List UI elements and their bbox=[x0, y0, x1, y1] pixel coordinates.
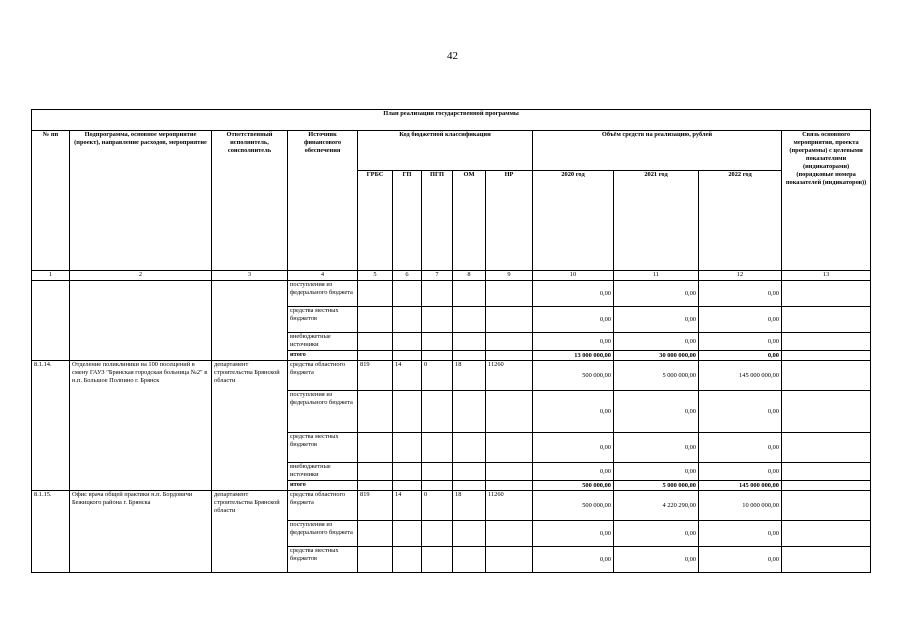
cell-pgp bbox=[422, 547, 453, 573]
cell-pgp bbox=[422, 481, 453, 491]
cell-np bbox=[486, 351, 533, 361]
column-number-cell: 5 bbox=[358, 271, 393, 281]
cell-y2022: 0,00 bbox=[699, 391, 782, 433]
cell-y2020: 500 000,00 bbox=[533, 491, 614, 521]
cell-link bbox=[782, 547, 871, 573]
cell-link bbox=[782, 521, 871, 547]
cell-y2021: 0,00 bbox=[614, 333, 699, 351]
cell-grbs bbox=[358, 351, 393, 361]
cell-name: Отделение поликлиники на 100 посещений в смену ГАУЗ "Брянская городская больница №2" в н.п. Большое Полпино г. Брянск bbox=[70, 361, 212, 491]
cell-y2020: 0,00 bbox=[533, 547, 614, 573]
column-number-cell: 2 bbox=[70, 271, 212, 281]
header-grbs: ГРБС bbox=[358, 171, 393, 271]
cell-y2020: 0,00 bbox=[533, 333, 614, 351]
cell-pgp bbox=[422, 281, 453, 307]
cell-source: средства местных бюджетов bbox=[288, 307, 358, 333]
cell-source: внебюджетные источники bbox=[288, 463, 358, 481]
cell-om bbox=[453, 307, 486, 333]
cell-resp: департамент строительства Брянской области bbox=[212, 361, 288, 491]
column-number-cell: 4 bbox=[288, 271, 358, 281]
page-number: 42 bbox=[447, 50, 458, 62]
cell-pgp: 0 bbox=[422, 361, 453, 391]
cell-pgp bbox=[422, 351, 453, 361]
cell-om bbox=[453, 547, 486, 573]
cell-y2021: 0,00 bbox=[614, 281, 699, 307]
column-number-cell: 11 bbox=[614, 271, 699, 281]
cell-link bbox=[782, 333, 871, 351]
cell-gp bbox=[393, 351, 422, 361]
column-number-cell: 12 bbox=[699, 271, 782, 281]
cell-om bbox=[453, 463, 486, 481]
cell-resp bbox=[212, 281, 288, 361]
cell-gp bbox=[393, 463, 422, 481]
header-link: Связь основного мероприятия, проекта (программы) с целевыми показателями (индикаторами) (порядковые номера показателей (индикаторов)) bbox=[782, 131, 871, 271]
header-om: ОМ bbox=[453, 171, 486, 271]
cell-link bbox=[782, 281, 871, 307]
cell-resp: департамент строительства Брянской области bbox=[212, 491, 288, 573]
cell-y2022: 145 000 000,00 bbox=[699, 361, 782, 391]
table-title: План реализации государственной программы bbox=[32, 110, 871, 131]
cell-pgp: 0 bbox=[422, 491, 453, 521]
column-number-cell: 10 bbox=[533, 271, 614, 281]
cell-gp bbox=[393, 333, 422, 351]
cell-grbs bbox=[358, 307, 393, 333]
header-gp: ГП bbox=[393, 171, 422, 271]
cell-y2020: 13 000 000,00 bbox=[533, 351, 614, 361]
cell-pgp bbox=[422, 521, 453, 547]
cell-y2022: 0,00 bbox=[699, 351, 782, 361]
cell-y2020: 0,00 bbox=[533, 307, 614, 333]
cell-num: 8.1.14. bbox=[32, 361, 70, 491]
header-np: НР bbox=[486, 171, 533, 271]
column-number-cell: 9 bbox=[486, 271, 533, 281]
column-number-cell: 7 bbox=[422, 271, 453, 281]
cell-y2021: 0,00 bbox=[614, 521, 699, 547]
column-number-cell: 8 bbox=[453, 271, 486, 281]
cell-link bbox=[782, 481, 871, 491]
cell-link bbox=[782, 463, 871, 481]
cell-om bbox=[453, 391, 486, 433]
cell-np bbox=[486, 547, 533, 573]
cell-y2022: 0,00 bbox=[699, 307, 782, 333]
header-subprogram: Подпрограмма, основное мероприятие (проект), направление расходов, мероприятие bbox=[70, 131, 212, 271]
cell-np bbox=[486, 481, 533, 491]
cell-np bbox=[486, 281, 533, 307]
cell-pgp bbox=[422, 463, 453, 481]
cell-gp bbox=[393, 307, 422, 333]
cell-link bbox=[782, 351, 871, 361]
cell-grbs bbox=[358, 463, 393, 481]
cell-grbs bbox=[358, 481, 393, 491]
cell-y2022: 145 000 000,00 bbox=[699, 481, 782, 491]
cell-grbs bbox=[358, 521, 393, 547]
cell-y2022: 10 000 000,00 bbox=[699, 491, 782, 521]
cell-y2022: 0,00 bbox=[699, 433, 782, 463]
cell-grbs bbox=[358, 281, 393, 307]
cell-name: Офис врача общей практики н.п. Бордовичи Бежицкого района г. Брянска bbox=[70, 491, 212, 573]
table-row bbox=[32, 361, 871, 391]
cell-source: средства местных бюджетов bbox=[288, 433, 358, 463]
cell-gp: 14 bbox=[393, 361, 422, 391]
column-number-cell: 13 bbox=[782, 271, 871, 281]
cell-y2021: 0,00 bbox=[614, 463, 699, 481]
cell-np: 11260 bbox=[486, 491, 533, 521]
table-row bbox=[32, 281, 871, 307]
cell-om bbox=[453, 351, 486, 361]
cell-gp bbox=[393, 281, 422, 307]
cell-source: внебюджетные источники bbox=[288, 333, 358, 351]
cell-y2020: 500 000,00 bbox=[533, 361, 614, 391]
cell-y2022: 0,00 bbox=[699, 281, 782, 307]
cell-om bbox=[453, 521, 486, 547]
cell-pgp bbox=[422, 433, 453, 463]
header-source: Источник финансового обеспечения bbox=[288, 131, 358, 271]
cell-np bbox=[486, 521, 533, 547]
cell-source: поступления из федерального бюджета bbox=[288, 521, 358, 547]
cell-y2021: 5 000 000,00 bbox=[614, 481, 699, 491]
cell-y2021: 0,00 bbox=[614, 307, 699, 333]
cell-om bbox=[453, 481, 486, 491]
header-responsible: Ответственный исполнитель, соисполнитель bbox=[212, 131, 288, 271]
cell-y2021: 0,00 bbox=[614, 547, 699, 573]
cell-y2021: 0,00 bbox=[614, 391, 699, 433]
cell-source: средства областного бюджета bbox=[288, 491, 358, 521]
cell-y2021: 0,00 bbox=[614, 433, 699, 463]
cell-np bbox=[486, 333, 533, 351]
header-2020: 2020 год bbox=[533, 171, 614, 271]
cell-om: 18 bbox=[453, 361, 486, 391]
cell-pgp bbox=[422, 307, 453, 333]
cell-name bbox=[70, 281, 212, 361]
cell-np bbox=[486, 391, 533, 433]
cell-om bbox=[453, 281, 486, 307]
column-number-cell: 3 bbox=[212, 271, 288, 281]
cell-np: 11260 bbox=[486, 361, 533, 391]
cell-y2022: 0,00 bbox=[699, 547, 782, 573]
cell-np bbox=[486, 463, 533, 481]
cell-grbs: 819 bbox=[358, 491, 393, 521]
cell-gp: 14 bbox=[393, 491, 422, 521]
cell-y2020: 0,00 bbox=[533, 463, 614, 481]
cell-y2022: 0,00 bbox=[699, 463, 782, 481]
cell-y2022: 0,00 bbox=[699, 521, 782, 547]
cell-source: итого bbox=[288, 351, 358, 361]
header-budget-code: Код бюджетной классификации bbox=[358, 131, 533, 171]
cell-y2021: 4 220 290,00 bbox=[614, 491, 699, 521]
cell-source: итого bbox=[288, 481, 358, 491]
cell-pgp bbox=[422, 333, 453, 351]
cell-om: 18 bbox=[453, 491, 486, 521]
cell-source: поступления из федерального бюджета bbox=[288, 391, 358, 433]
cell-y2020: 0,00 bbox=[533, 391, 614, 433]
cell-gp bbox=[393, 391, 422, 433]
cell-y2020: 0,00 bbox=[533, 521, 614, 547]
header-num: № пп bbox=[32, 131, 70, 271]
header-2022: 2022 год bbox=[699, 171, 782, 271]
column-number-cell: 1 bbox=[32, 271, 70, 281]
cell-gp bbox=[393, 521, 422, 547]
cell-link bbox=[782, 361, 871, 391]
cell-np bbox=[486, 433, 533, 463]
cell-link bbox=[782, 307, 871, 333]
cell-source: средства областного бюджета bbox=[288, 361, 358, 391]
program-plan-table bbox=[31, 109, 871, 573]
cell-grbs: 819 bbox=[358, 361, 393, 391]
cell-link bbox=[782, 391, 871, 433]
cell-gp bbox=[393, 433, 422, 463]
cell-om bbox=[453, 333, 486, 351]
header-pgp: ПГП bbox=[422, 171, 453, 271]
cell-y2022: 0,00 bbox=[699, 333, 782, 351]
cell-link bbox=[782, 433, 871, 463]
column-number-cell: 6 bbox=[393, 271, 422, 281]
table-row bbox=[32, 491, 871, 521]
cell-y2020: 500 000,00 bbox=[533, 481, 614, 491]
header-volume: Объём средств на реализацию, рублей bbox=[533, 131, 782, 171]
cell-pgp bbox=[422, 391, 453, 433]
cell-grbs bbox=[358, 433, 393, 463]
cell-y2020: 0,00 bbox=[533, 433, 614, 463]
cell-grbs bbox=[358, 547, 393, 573]
cell-gp bbox=[393, 481, 422, 491]
header-2021: 2021 год bbox=[614, 171, 699, 271]
cell-num: 8.1.15. bbox=[32, 491, 70, 573]
cell-om bbox=[453, 433, 486, 463]
cell-grbs bbox=[358, 391, 393, 433]
cell-gp bbox=[393, 547, 422, 573]
cell-source: поступления из федерального бюджета bbox=[288, 281, 358, 307]
cell-num bbox=[32, 281, 70, 361]
cell-grbs bbox=[358, 333, 393, 351]
cell-y2021: 30 000 000,00 bbox=[614, 351, 699, 361]
cell-y2020: 0,00 bbox=[533, 281, 614, 307]
cell-source: средства местных бюджетов bbox=[288, 547, 358, 573]
cell-link bbox=[782, 491, 871, 521]
cell-np bbox=[486, 307, 533, 333]
cell-y2021: 5 000 000,00 bbox=[614, 361, 699, 391]
